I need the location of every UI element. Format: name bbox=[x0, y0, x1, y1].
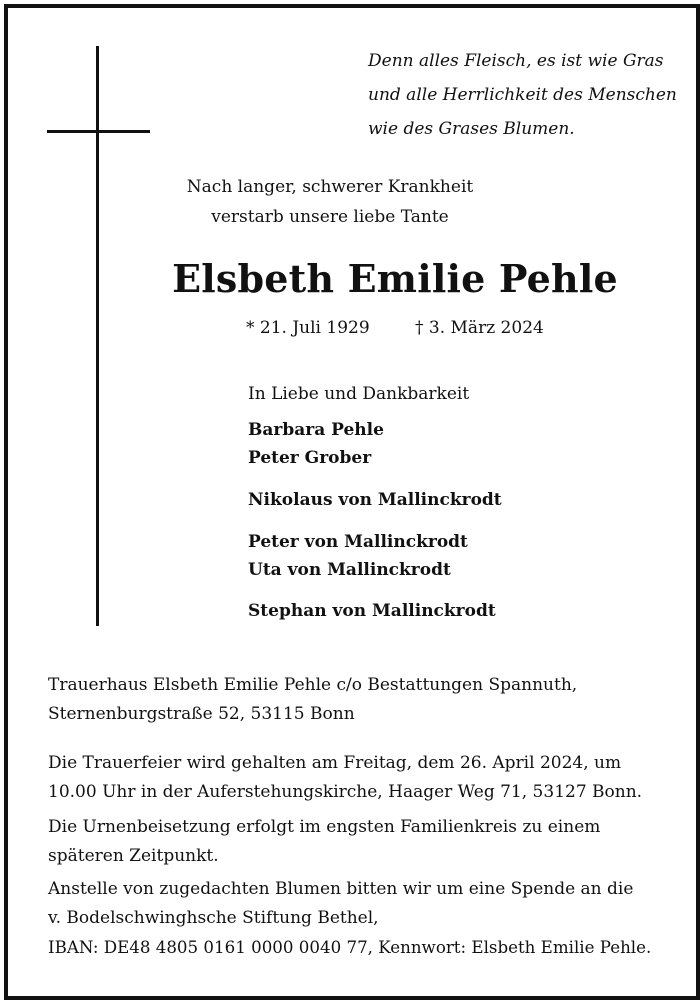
bible-verse bbox=[368, 44, 688, 146]
verse-line: Denn alles Fleisch, es ist wie Gras bbox=[368, 51, 664, 71]
donation-line: v. Bodelschwinghsche Stiftung Bethel, bbox=[48, 908, 379, 928]
funeral-details bbox=[48, 749, 652, 807]
funeral-line: Die Trauerfeier wird gehalten am Freitag, dem 26. April 2024, um bbox=[48, 753, 622, 773]
mourner-name: Barbara Pehle bbox=[248, 420, 384, 440]
mourning-house-address bbox=[48, 671, 652, 729]
cross-icon-vertical-bar bbox=[96, 46, 99, 626]
birth-date: * 21. Juli 1929 bbox=[246, 318, 370, 338]
urn-line: Die Urnenbeisetzung erfolgt im engsten Familienkreis zu einem bbox=[48, 817, 601, 837]
verse-line: wie des Grases Blumen. bbox=[368, 119, 575, 139]
mourners-intro: In Liebe und Dankbarkeit bbox=[248, 384, 470, 404]
donation-line: IBAN: DE48 4805 0161 0000 0040 77, Kennwort: Elsbeth Emilie Pehle. bbox=[48, 938, 652, 957]
death-announcement-intro bbox=[180, 172, 480, 232]
donation-line: Anstelle von zugedachten Blumen bitten wir um eine Spende an die bbox=[48, 879, 634, 899]
mourner-name: Peter Grober bbox=[248, 448, 372, 468]
intro-line: Nach langer, schwerer Krankheit bbox=[186, 177, 474, 197]
address-line: Sternenburgstraße 52, 53115 Bonn bbox=[48, 704, 355, 724]
urn-burial-note bbox=[48, 813, 652, 871]
mourner-name: Nikolaus von Mallinckrodt bbox=[248, 490, 502, 510]
donation-request bbox=[48, 875, 652, 962]
intro-line: verstarb unsere liebe Tante bbox=[211, 207, 449, 227]
mourner-name: Uta von Mallinckrodt bbox=[248, 560, 451, 580]
urn-line: späteren Zeitpunkt. bbox=[48, 846, 219, 866]
mourner-name: Peter von Mallinckrodt bbox=[248, 532, 468, 552]
address-line: Trauerhaus Elsbeth Emilie Pehle c/o Bestattungen Spannuth, bbox=[48, 675, 578, 695]
death-date: † 3. März 2024 bbox=[415, 318, 544, 338]
deceased-name: Elsbeth Emilie Pehle bbox=[172, 256, 618, 301]
mourner-name: Stephan von Mallinckrodt bbox=[248, 601, 496, 621]
cross-icon-horizontal-bar bbox=[47, 130, 150, 133]
funeral-line: 10.00 Uhr in der Auferstehungskirche, Haager Weg 71, 53127 Bonn. bbox=[48, 782, 643, 802]
verse-line: und alle Herrlichkeit des Menschen bbox=[368, 85, 677, 105]
